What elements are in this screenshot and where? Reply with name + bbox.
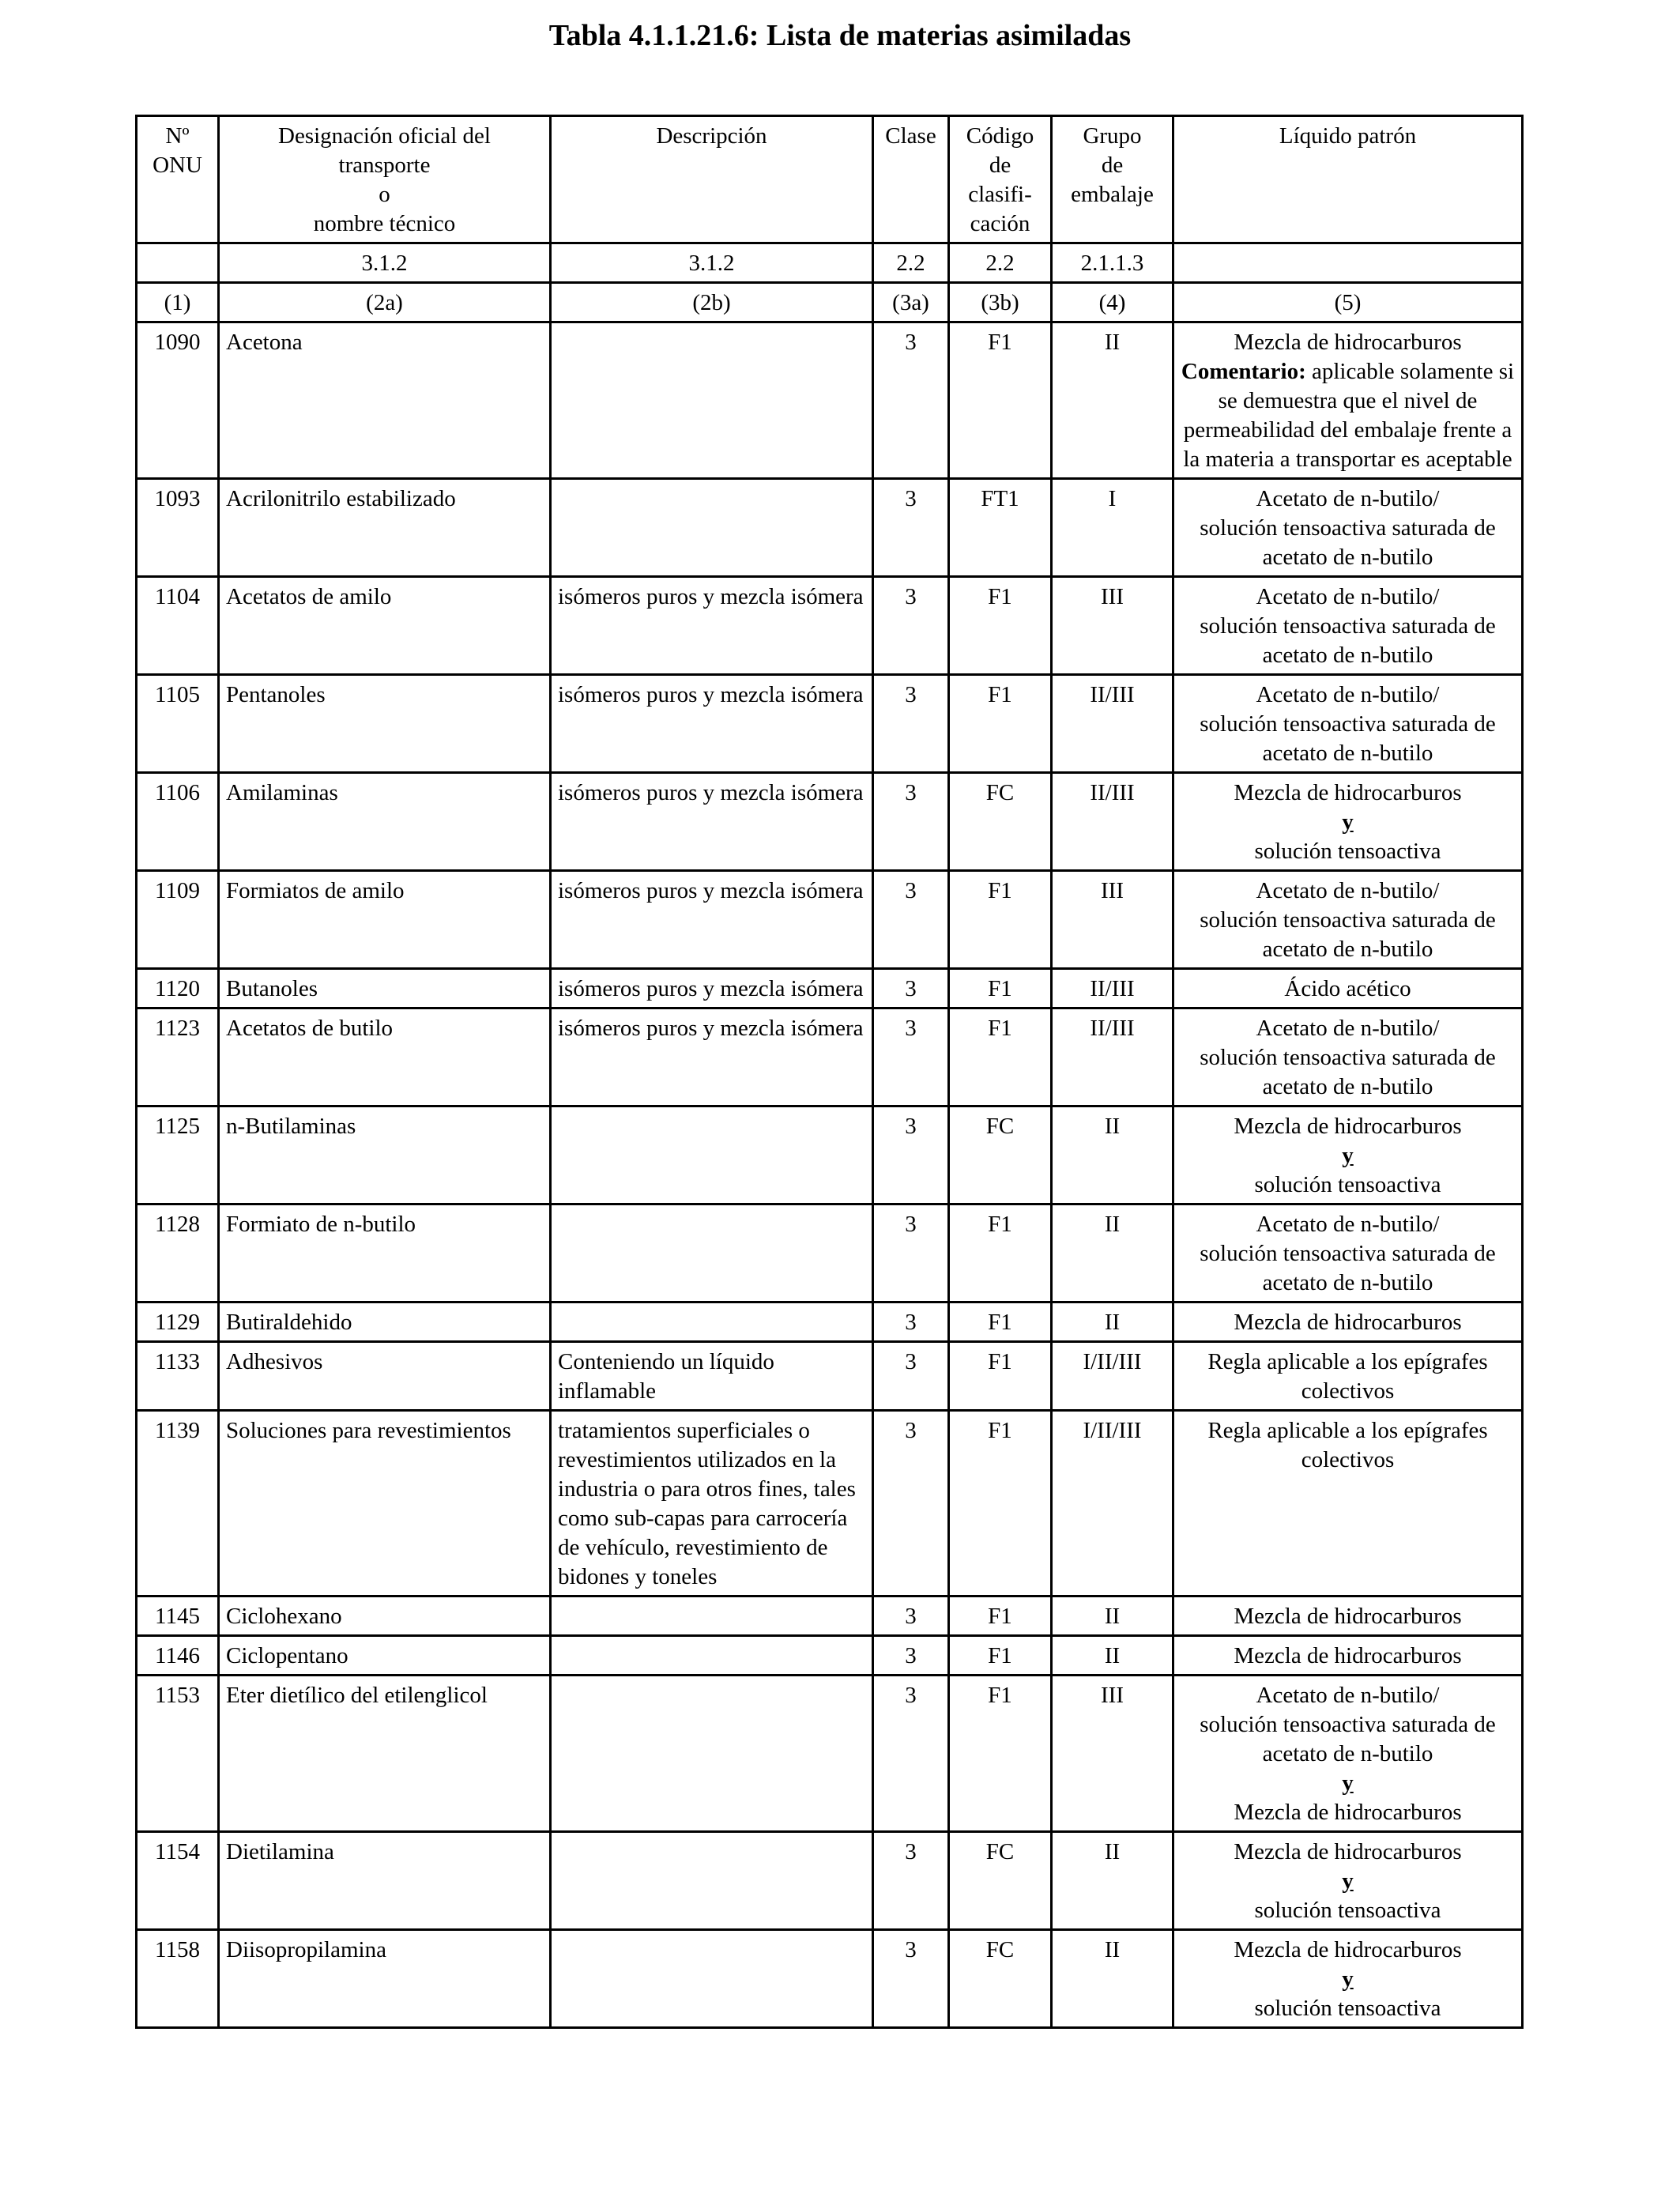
cell-grupo: I <box>1052 479 1173 577</box>
cell-codigo: F1 <box>949 871 1052 969</box>
cell-onu: 1093 <box>137 479 219 577</box>
colnum-3a: (3a) <box>873 283 949 322</box>
header-ref-name: 3.1.2 <box>219 243 551 283</box>
cell-grupo: II/III <box>1052 969 1173 1008</box>
cell-onu: 1146 <box>137 1636 219 1676</box>
cell-onu: 1145 <box>137 1596 219 1636</box>
cell-codigo: FT1 <box>949 479 1052 577</box>
header-ref-row <box>137 243 1523 283</box>
cell-desc <box>551 1204 873 1302</box>
cell-codigo: F1 <box>949 1302 1052 1342</box>
table-row <box>137 479 1523 577</box>
cell-desc: tratamientos superficiales o revestimientos utilizados en la industria o para otros fines, tales como sub-capas para carrocería de vehículo, revestimiento de bidones y toneles <box>551 1411 873 1596</box>
cell-desc: Conteniendo un líquido inflamable <box>551 1342 873 1411</box>
cell-clase: 3 <box>873 1008 949 1106</box>
cell-grupo: II <box>1052 322 1173 479</box>
cell-clase: 3 <box>873 871 949 969</box>
table-row <box>137 1930 1523 2028</box>
cell-onu: 1109 <box>137 871 219 969</box>
cell-codigo: F1 <box>949 675 1052 773</box>
cell-name: Acetona <box>219 322 551 479</box>
cell-grupo: II <box>1052 1930 1173 2028</box>
liquido-line: acetato de n-butilo <box>1262 545 1433 570</box>
cell-liquido <box>1173 1411 1523 1596</box>
cell-liquido <box>1173 1832 1523 1930</box>
cell-liquido <box>1173 577 1523 675</box>
cell-desc: isómeros puros y mezcla isómera <box>551 969 873 1008</box>
liquido-connector: y <box>1342 809 1354 835</box>
table-row <box>137 1204 1523 1302</box>
cell-liquido <box>1173 969 1523 1008</box>
header-desc: Descripción <box>551 116 873 243</box>
cell-clase: 3 <box>873 773 949 871</box>
table-row <box>137 1636 1523 1676</box>
cell-clase: 3 <box>873 1106 949 1204</box>
cell-desc <box>551 1106 873 1204</box>
cell-desc: isómeros puros y mezcla isómera <box>551 773 873 871</box>
liquido-line: solución tensoactiva <box>1254 1172 1441 1197</box>
cell-desc <box>551 322 873 479</box>
table-row <box>137 1008 1523 1106</box>
table-row <box>137 1106 1523 1204</box>
cell-desc: isómeros puros y mezcla isómera <box>551 675 873 773</box>
cell-liquido <box>1173 1636 1523 1676</box>
cell-onu: 1128 <box>137 1204 219 1302</box>
cell-name: Amilaminas <box>219 773 551 871</box>
cell-clase: 3 <box>873 1636 949 1676</box>
liquido-line: solución tensoactiva <box>1254 839 1441 864</box>
liquido-line: Mezcla de hidrocarburos <box>1234 1604 1462 1629</box>
colnum-2b: (2b) <box>551 283 873 322</box>
cell-grupo: II/III <box>1052 675 1173 773</box>
liquido-line: Mezcla de hidrocarburos <box>1234 1800 1462 1825</box>
cell-codigo: F1 <box>949 1204 1052 1302</box>
cell-onu: 1120 <box>137 969 219 1008</box>
cell-clase: 3 <box>873 1204 949 1302</box>
cell-grupo: I/II/III <box>1052 1411 1173 1596</box>
cell-codigo: F1 <box>949 1596 1052 1636</box>
header-name: Designación oficial del transporte o nombre técnico <box>219 116 551 243</box>
cell-codigo: F1 <box>949 1342 1052 1411</box>
liquido-line: acetato de n-butilo <box>1262 937 1433 962</box>
comment-text: aplicable solamente si se demuestra que el nivel de permeabilidad del embalaje frente a la materia a transportar es aceptable <box>1183 359 1515 472</box>
cell-grupo: II/III <box>1052 1008 1173 1106</box>
cell-name: Eter dietílico del etilenglicol <box>219 1676 551 1832</box>
liquido-line: solución tensoactiva saturada de <box>1200 515 1496 541</box>
header-ref-codigo: 2.2 <box>949 243 1052 283</box>
cell-name: Butiraldehido <box>219 1302 551 1342</box>
liquido-line: solución tensoactiva saturada de <box>1200 1712 1496 1737</box>
cell-name: Acrilonitrilo estabilizado <box>219 479 551 577</box>
colnum-1: (1) <box>137 283 219 322</box>
table-row <box>137 1411 1523 1596</box>
cell-liquido <box>1173 1342 1523 1411</box>
table-row <box>137 322 1523 479</box>
cell-desc: isómeros puros y mezcla isómera <box>551 577 873 675</box>
header-ref-grupo: 2.1.1.3 <box>1052 243 1173 283</box>
table-row <box>137 1832 1523 1930</box>
page-title: Tabla 4.1.1.21.6: Lista de materias asimiladas <box>548 19 1132 52</box>
cell-onu: 1139 <box>137 1411 219 1596</box>
cell-grupo: II <box>1052 1204 1173 1302</box>
cell-name: Ciclohexano <box>219 1596 551 1636</box>
cell-liquido <box>1173 1008 1523 1106</box>
cell-codigo: F1 <box>949 322 1052 479</box>
table-row <box>137 1302 1523 1342</box>
liquido-connector: y <box>1342 1143 1354 1168</box>
liquido-line: Mezcla de hidrocarburos <box>1234 1839 1462 1864</box>
liquido-line: Mezcla de hidrocarburos <box>1234 1643 1462 1668</box>
cell-clase: 3 <box>873 1342 949 1411</box>
cell-desc: isómeros puros y mezcla isómera <box>551 1008 873 1106</box>
cell-grupo: II <box>1052 1636 1173 1676</box>
liquido-line: acetato de n-butilo <box>1262 643 1433 668</box>
cell-clase: 3 <box>873 969 949 1008</box>
liquido-comment <box>1181 357 1515 474</box>
cell-grupo: II <box>1052 1106 1173 1204</box>
cell-liquido <box>1173 773 1523 871</box>
cell-liquido <box>1173 675 1523 773</box>
cell-name: Butanoles <box>219 969 551 1008</box>
column-number-row <box>137 283 1523 322</box>
header-row <box>137 116 1523 243</box>
liquido-line: Acetato de n-butilo/ <box>1256 682 1440 707</box>
cell-name: Formiato de n-butilo <box>219 1204 551 1302</box>
liquido-line: solución tensoactiva <box>1254 1898 1441 1923</box>
cell-desc <box>551 1302 873 1342</box>
liquido-line: colectivos <box>1301 1447 1395 1472</box>
cell-desc <box>551 479 873 577</box>
cell-onu: 1133 <box>137 1342 219 1411</box>
liquido-line: Acetato de n-butilo/ <box>1256 486 1440 511</box>
colnum-5: (5) <box>1173 283 1523 322</box>
table-row <box>137 1596 1523 1636</box>
header-liquido: Líquido patrón <box>1173 116 1523 243</box>
cell-name: Soluciones para revestimientos <box>219 1411 551 1596</box>
cell-onu: 1129 <box>137 1302 219 1342</box>
cell-clase: 3 <box>873 577 949 675</box>
cell-onu: 1105 <box>137 675 219 773</box>
liquido-line: solución tensoactiva saturada de <box>1200 1241 1496 1266</box>
cell-grupo: III <box>1052 577 1173 675</box>
cell-liquido <box>1173 322 1523 479</box>
cell-liquido <box>1173 871 1523 969</box>
table-row <box>137 577 1523 675</box>
liquido-line: acetato de n-butilo <box>1262 1074 1433 1099</box>
liquido-line: solución tensoactiva saturada de <box>1200 1045 1496 1070</box>
cell-name: Dietilamina <box>219 1832 551 1930</box>
liquido-connector: y <box>1342 1770 1354 1796</box>
cell-name: Diisopropilamina <box>219 1930 551 2028</box>
cell-grupo: II/III <box>1052 773 1173 871</box>
liquido-line: solución tensoactiva saturada de <box>1200 711 1496 737</box>
colnum-2a: (2a) <box>219 283 551 322</box>
header-ref-desc: 3.1.2 <box>551 243 873 283</box>
cell-name: Pentanoles <box>219 675 551 773</box>
cell-desc <box>551 1832 873 1930</box>
cell-codigo: F1 <box>949 1636 1052 1676</box>
cell-liquido <box>1173 1676 1523 1832</box>
liquido-line: Regla aplicable a los epígrafes <box>1207 1418 1488 1443</box>
cell-codigo: FC <box>949 1106 1052 1204</box>
cell-liquido <box>1173 1596 1523 1636</box>
cell-onu: 1158 <box>137 1930 219 2028</box>
cell-name: Ciclopentano <box>219 1636 551 1676</box>
liquido-line: Mezcla de hidrocarburos <box>1234 1310 1462 1335</box>
table-row <box>137 969 1523 1008</box>
cell-onu: 1154 <box>137 1832 219 1930</box>
liquido-line: colectivos <box>1301 1378 1395 1404</box>
cell-desc <box>551 1930 873 2028</box>
liquido-line: acetato de n-butilo <box>1262 1741 1433 1766</box>
cell-name: Formiatos de amilo <box>219 871 551 969</box>
liquido-line: Acetato de n-butilo/ <box>1256 584 1440 609</box>
cell-onu: 1125 <box>137 1106 219 1204</box>
cell-codigo: FC <box>949 773 1052 871</box>
liquido-connector: y <box>1342 1868 1354 1894</box>
liquido-line: Acetato de n-butilo/ <box>1256 1016 1440 1041</box>
liquido-line: Acetato de n-butilo/ <box>1256 1683 1440 1708</box>
liquido-line: solución tensoactiva saturada de <box>1200 907 1496 933</box>
cell-codigo: FC <box>949 1930 1052 2028</box>
cell-liquido <box>1173 1204 1523 1302</box>
liquido-line: Mezcla de hidrocarburos <box>1234 780 1462 805</box>
cell-onu: 1090 <box>137 322 219 479</box>
liquido-line: acetato de n-butilo <box>1262 1270 1433 1295</box>
liquido-line: Acetato de n-butilo/ <box>1256 878 1440 903</box>
cell-codigo: F1 <box>949 1411 1052 1596</box>
liquido-line: Acetato de n-butilo/ <box>1256 1212 1440 1237</box>
header-ref-onu <box>137 243 219 283</box>
header-ref-clase: 2.2 <box>873 243 949 283</box>
header-onu: Nº ONU <box>137 116 219 243</box>
cell-clase: 3 <box>873 675 949 773</box>
cell-name: Adhesivos <box>219 1342 551 1411</box>
cell-clase: 3 <box>873 322 949 479</box>
cell-desc <box>551 1676 873 1832</box>
cell-name: Acetatos de amilo <box>219 577 551 675</box>
cell-liquido <box>1173 479 1523 577</box>
cell-name: n-Butilaminas <box>219 1106 551 1204</box>
cell-clase: 3 <box>873 1930 949 2028</box>
cell-onu: 1104 <box>137 577 219 675</box>
header-grupo: Grupo de embalaje <box>1052 116 1173 243</box>
materials-table <box>135 115 1524 2029</box>
cell-desc: isómeros puros y mezcla isómera <box>551 871 873 969</box>
cell-liquido <box>1173 1302 1523 1342</box>
cell-grupo: I/II/III <box>1052 1342 1173 1411</box>
cell-grupo: II <box>1052 1832 1173 1930</box>
table-row <box>137 871 1523 969</box>
cell-clase: 3 <box>873 1302 949 1342</box>
cell-clase: 3 <box>873 1676 949 1832</box>
cell-grupo: III <box>1052 871 1173 969</box>
liquido-line: Ácido acético <box>1284 976 1411 1001</box>
liquido-connector: y <box>1342 1966 1354 1992</box>
comment-label: Comentario: <box>1181 359 1306 384</box>
cell-codigo: FC <box>949 1832 1052 1930</box>
header-codigo: Código de clasifi- cación <box>949 116 1052 243</box>
liquido-line: Mezcla de hidrocarburos <box>1234 1937 1462 1962</box>
cell-liquido <box>1173 1106 1523 1204</box>
cell-clase: 3 <box>873 479 949 577</box>
cell-grupo: II <box>1052 1596 1173 1636</box>
cell-desc <box>551 1596 873 1636</box>
cell-grupo: III <box>1052 1676 1173 1832</box>
cell-desc <box>551 1636 873 1676</box>
table-row <box>137 1676 1523 1832</box>
header-clase: Clase <box>873 116 949 243</box>
cell-clase: 3 <box>873 1411 949 1596</box>
cell-liquido <box>1173 1930 1523 2028</box>
liquido-line: acetato de n-butilo <box>1262 741 1433 766</box>
table-row <box>137 1342 1523 1411</box>
colnum-3b: (3b) <box>949 283 1052 322</box>
liquido-line: Mezcla de hidrocarburos <box>1234 1114 1462 1139</box>
cell-clase: 3 <box>873 1832 949 1930</box>
liquido-line: solución tensoactiva saturada de <box>1200 613 1496 639</box>
cell-clase: 3 <box>873 1596 949 1636</box>
liquido-line: Regla aplicable a los epígrafes <box>1207 1349 1488 1374</box>
cell-onu: 1153 <box>137 1676 219 1832</box>
cell-codigo: F1 <box>949 1676 1052 1832</box>
cell-codigo: F1 <box>949 577 1052 675</box>
header-ref-liquido <box>1173 243 1523 283</box>
liquido-line: solución tensoactiva <box>1254 1996 1441 2021</box>
cell-onu: 1123 <box>137 1008 219 1106</box>
table-row <box>137 675 1523 773</box>
cell-name: Acetatos de butilo <box>219 1008 551 1106</box>
cell-onu: 1106 <box>137 773 219 871</box>
table-body <box>137 322 1523 2028</box>
table-row <box>137 773 1523 871</box>
colnum-4: (4) <box>1052 283 1173 322</box>
cell-codigo: F1 <box>949 969 1052 1008</box>
cell-grupo: II <box>1052 1302 1173 1342</box>
liquido-line: Mezcla de hidrocarburos <box>1234 330 1462 355</box>
cell-codigo: F1 <box>949 1008 1052 1106</box>
